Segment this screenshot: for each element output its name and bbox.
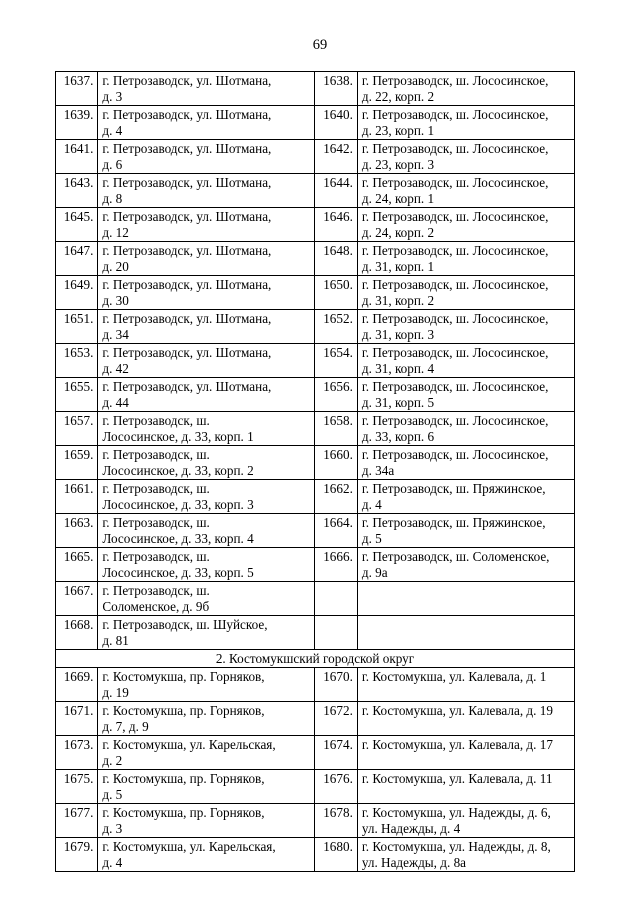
address-line: д. 5: [361, 531, 382, 546]
table-row: [56, 276, 575, 310]
address-line: д. 20: [102, 259, 129, 274]
entry-number: 1645.: [56, 208, 98, 242]
entry-address: [98, 140, 315, 174]
entry-number: 1642.: [315, 140, 357, 174]
address-line: ул. Надежды, д. 8а: [361, 855, 467, 870]
address-line: ул. Надежды, д. 4: [361, 821, 461, 836]
entry-address: [98, 804, 315, 838]
entry-address: [357, 140, 574, 174]
address-line: д. 7, д. 9: [102, 719, 149, 734]
entry-address: [357, 736, 574, 770]
address-line: г. Костомукша, ул. Карельская,: [102, 737, 276, 752]
address-line: д. 31, корп. 1: [361, 259, 435, 274]
address-line: г. Петрозаводск, ш. Пряжинское,: [361, 481, 546, 496]
entry-address: [98, 276, 315, 310]
address-line: г. Петрозаводск, ш. Лососинское,: [361, 379, 549, 394]
entry-number: 1659.: [56, 446, 98, 480]
address-line: Соломенское, д. 9б: [102, 599, 210, 614]
entry-address: [98, 736, 315, 770]
entry-number: 1643.: [56, 174, 98, 208]
entry-address: [98, 770, 315, 804]
address-line: г. Петрозаводск, ул. Шотмана,: [102, 345, 272, 360]
table-row: [56, 548, 575, 582]
address-line: г. Петрозаводск, ш. Лососинское,: [361, 209, 549, 224]
address-line: г. Петрозаводск, ш. Лососинское,: [361, 73, 549, 88]
section-header-row: [56, 650, 575, 668]
entry-address: [98, 344, 315, 378]
address-line: г. Костомукша, ул. Калевала, д. 11: [361, 771, 553, 786]
address-line: [362, 787, 570, 803]
entry-number: 1669.: [56, 668, 98, 702]
address-line: г. Петрозаводск, ул. Шотмана,: [102, 141, 272, 156]
address-line: Лососинское, д. 33, корп. 5: [102, 565, 254, 580]
entry-address: [357, 72, 574, 106]
address-line: г. Петрозаводск, ш. Лососинское,: [361, 345, 549, 360]
address-line: [362, 685, 570, 701]
address-line: д. 6: [102, 157, 123, 172]
entry-number: 1665.: [56, 548, 98, 582]
address-line: г. Петрозаводск, ш. Лососинское,: [361, 413, 549, 428]
address-line: г. Петрозаводск, ул. Шотмана,: [102, 379, 272, 394]
entry-address: [98, 480, 315, 514]
table-row: [56, 702, 575, 736]
address-line: д. 9а: [361, 565, 388, 580]
entry-number: 1679.: [56, 838, 98, 872]
entry-number: 1655.: [56, 378, 98, 412]
address-line: д. 3: [102, 89, 123, 104]
table-body-kostomuksha: [56, 668, 575, 872]
entry-address: [357, 480, 574, 514]
entry-address: [357, 276, 574, 310]
address-line: г. Петрозаводск, ш. Лососинское,: [361, 243, 549, 258]
entry-number: 1664.: [315, 514, 357, 548]
address-line: г. Костомукша, ул. Карельская,: [102, 839, 276, 854]
entry-number: 1644.: [315, 174, 357, 208]
entry-address: [357, 838, 574, 872]
address-line: Лососинское, д. 33, корп. 1: [102, 429, 254, 444]
entry-address: [98, 582, 315, 616]
address-line: г. Петрозаводск, ш. Лососинское,: [361, 277, 549, 292]
address-line: д. 34: [102, 327, 129, 342]
entry-address: [98, 310, 315, 344]
entry-number: 1648.: [315, 242, 357, 276]
table-row: [56, 378, 575, 412]
entry-number: 1675.: [56, 770, 98, 804]
table-row: [56, 838, 575, 872]
table-row: [56, 582, 575, 616]
table-row: [56, 208, 575, 242]
address-line: д. 24, корп. 2: [361, 225, 435, 240]
entry-number: 1646.: [315, 208, 357, 242]
address-line: д. 4: [102, 123, 123, 138]
address-line: г. Костомукша, пр. Горняков,: [102, 805, 265, 820]
entry-number: 1662.: [315, 480, 357, 514]
address-line: д. 31, корп. 3: [361, 327, 435, 342]
entry-number: 1672.: [315, 702, 357, 736]
address-line: д. 30: [102, 293, 129, 308]
entry-number: 1661.: [56, 480, 98, 514]
address-line: Лососинское, д. 33, корп. 3: [102, 497, 254, 512]
address-line: д. 5: [102, 787, 123, 802]
address-line: г. Костомукша, пр. Горняков,: [102, 669, 265, 684]
address-line: г. Петрозаводск, ш. Пряжинское,: [361, 515, 546, 530]
entry-number: [315, 582, 357, 616]
address-table: [55, 71, 575, 872]
table-row: [56, 310, 575, 344]
table-row: [56, 242, 575, 276]
address-line: д. 31, корп. 4: [361, 361, 435, 376]
table-row: [56, 446, 575, 480]
entry-address: [357, 412, 574, 446]
address-line: г. Петрозаводск, ш.: [102, 549, 210, 564]
table-row: [56, 106, 575, 140]
entry-address: [357, 344, 574, 378]
address-line: д. 4: [102, 855, 123, 870]
address-line: г. Петрозаводск, ул. Шотмана,: [102, 175, 272, 190]
address-line: г. Костомукша, ул. Надежды, д. 8,: [361, 839, 551, 854]
entry-address: [98, 838, 315, 872]
address-line: г. Петрозаводск, ш.: [102, 515, 210, 530]
entry-number: 1639.: [56, 106, 98, 140]
address-line: д. 44: [102, 395, 129, 410]
entry-number: 1678.: [315, 804, 357, 838]
address-line: д. 12: [102, 225, 129, 240]
entry-address: [98, 514, 315, 548]
address-line: г. Петрозаводск, ш. Соломенское,: [361, 549, 550, 564]
address-line: д. 33, корп. 6: [361, 429, 435, 444]
entry-number: [315, 616, 357, 650]
address-line: г. Костомукша, ул. Калевала, д. 19: [361, 703, 553, 718]
entry-number: 1677.: [56, 804, 98, 838]
entry-address: [98, 548, 315, 582]
address-line: д. 24, корп. 1: [361, 191, 435, 206]
entry-address: [357, 378, 574, 412]
address-line: д. 42: [102, 361, 129, 376]
address-line: д. 2: [102, 753, 123, 768]
entry-address: [98, 208, 315, 242]
address-line: г. Петрозаводск, ш. Лососинское,: [361, 311, 549, 326]
entry-address: [357, 616, 574, 650]
entry-number: 1657.: [56, 412, 98, 446]
entry-address: [357, 208, 574, 242]
table-row: [56, 736, 575, 770]
address-line: г. Петрозаводск, ш. Лососинское,: [361, 175, 549, 190]
address-line: [362, 617, 570, 633]
address-line: г. Костомукша, ул. Калевала, д. 17: [361, 737, 553, 752]
entry-address: [98, 242, 315, 276]
entry-address: [357, 514, 574, 548]
table-row: [56, 804, 575, 838]
table-row: [56, 668, 575, 702]
entry-number: 1670.: [315, 668, 357, 702]
address-line: г. Костомукша, ул. Калевала, д. 1: [361, 669, 547, 684]
page-number: 69: [312, 37, 328, 53]
table-row: [56, 514, 575, 548]
table-row: [56, 140, 575, 174]
address-line: г. Петрозаводск, ш.: [102, 481, 210, 496]
entry-number: 1673.: [56, 736, 98, 770]
address-line: г. Петрозаводск, ул. Шотмана,: [102, 107, 272, 122]
address-line: г. Костомукша, пр. Горняков,: [102, 703, 265, 718]
entry-address: [98, 174, 315, 208]
entry-number: 1668.: [56, 616, 98, 650]
address-line: д. 23, корп. 3: [361, 157, 435, 172]
address-line: г. Петрозаводск, ш.: [102, 413, 210, 428]
entry-address: [357, 770, 574, 804]
entry-address: [98, 668, 315, 702]
address-line: г. Петрозаводск, ул. Шотмана,: [102, 209, 272, 224]
address-line: г. Петрозаводск, ул. Шотмана,: [102, 73, 272, 88]
entry-number: 1658.: [315, 412, 357, 446]
table-body-petrozavodsk: [56, 72, 575, 650]
entry-number: 1671.: [56, 702, 98, 736]
address-line: д. 22, корп. 2: [361, 89, 435, 104]
entry-number: 1663.: [56, 514, 98, 548]
address-line: г. Костомукша, ул. Надежды, д. 6,: [361, 805, 551, 820]
address-line: [362, 599, 570, 615]
address-line: д. 4: [361, 497, 382, 512]
entry-address: [98, 378, 315, 412]
entry-address: [357, 106, 574, 140]
address-line: Лососинское, д. 33, корп. 4: [102, 531, 254, 546]
entry-number: 1656.: [315, 378, 357, 412]
entry-number: 1667.: [56, 582, 98, 616]
address-line: д. 3: [102, 821, 123, 836]
entry-address: [357, 668, 574, 702]
entry-address: [357, 242, 574, 276]
address-line: г. Петрозаводск, ш. Лососинское,: [361, 107, 549, 122]
address-line: г. Петрозаводск, ул. Шотмана,: [102, 277, 272, 292]
address-line: г. Петрозаводск, ш. Шуйское,: [102, 617, 268, 632]
entry-address: [357, 702, 574, 736]
entry-address: [98, 106, 315, 140]
address-line: г. Петрозаводск, ш.: [102, 447, 210, 462]
address-line: г. Петрозаводск, ул. Шотмана,: [102, 243, 272, 258]
address-line: г. Петрозаводск, ш.: [102, 583, 210, 598]
entry-address: [357, 446, 574, 480]
table-row: [56, 480, 575, 514]
entry-number: 1640.: [315, 106, 357, 140]
entry-address: [357, 582, 574, 616]
address-line: [362, 633, 570, 649]
entry-number: 1653.: [56, 344, 98, 378]
address-line: д. 19: [102, 685, 129, 700]
entry-number: 1660.: [315, 446, 357, 480]
entry-number: 1649.: [56, 276, 98, 310]
address-line: [362, 719, 570, 735]
address-line: д. 31, корп. 2: [361, 293, 435, 308]
entry-address: [98, 412, 315, 446]
entry-address: [98, 616, 315, 650]
address-line: д. 34а: [361, 463, 395, 478]
entry-number: 1652.: [315, 310, 357, 344]
entry-number: 1650.: [315, 276, 357, 310]
section-header: 2. Костомукшский городской округ: [56, 650, 575, 668]
address-line: [362, 753, 570, 769]
table-row: [56, 770, 575, 804]
entry-address: [357, 310, 574, 344]
address-line: г. Петрозаводск, ул. Шотмана,: [102, 311, 272, 326]
entry-number: 1680.: [315, 838, 357, 872]
entry-number: 1651.: [56, 310, 98, 344]
entry-number: 1641.: [56, 140, 98, 174]
address-line: д. 31, корп. 5: [361, 395, 435, 410]
entry-number: 1654.: [315, 344, 357, 378]
entry-number: 1666.: [315, 548, 357, 582]
address-line: г. Костомукша, пр. Горняков,: [102, 771, 265, 786]
address-line: г. Петрозаводск, ш. Лососинское,: [361, 141, 549, 156]
section-header-group: [56, 650, 575, 668]
entry-address: [98, 72, 315, 106]
address-line: Лососинское, д. 33, корп. 2: [102, 463, 254, 478]
address-line: д. 23, корп. 1: [361, 123, 435, 138]
table-row: [56, 344, 575, 378]
address-line: д. 81: [102, 633, 129, 648]
entry-address: [98, 446, 315, 480]
address-line: [362, 583, 570, 599]
entry-number: 1637.: [56, 72, 98, 106]
table-row: [56, 616, 575, 650]
entry-number: 1647.: [56, 242, 98, 276]
table-row: [56, 412, 575, 446]
table-row: [56, 72, 575, 106]
entry-number: 1676.: [315, 770, 357, 804]
table-row: [56, 174, 575, 208]
address-line: д. 8: [102, 191, 123, 206]
entry-number: 1638.: [315, 72, 357, 106]
address-line: г. Петрозаводск, ш. Лососинское,: [361, 447, 549, 462]
entry-address: [357, 174, 574, 208]
entry-address: [357, 548, 574, 582]
entry-number: 1674.: [315, 736, 357, 770]
entry-address: [98, 702, 315, 736]
entry-address: [357, 804, 574, 838]
